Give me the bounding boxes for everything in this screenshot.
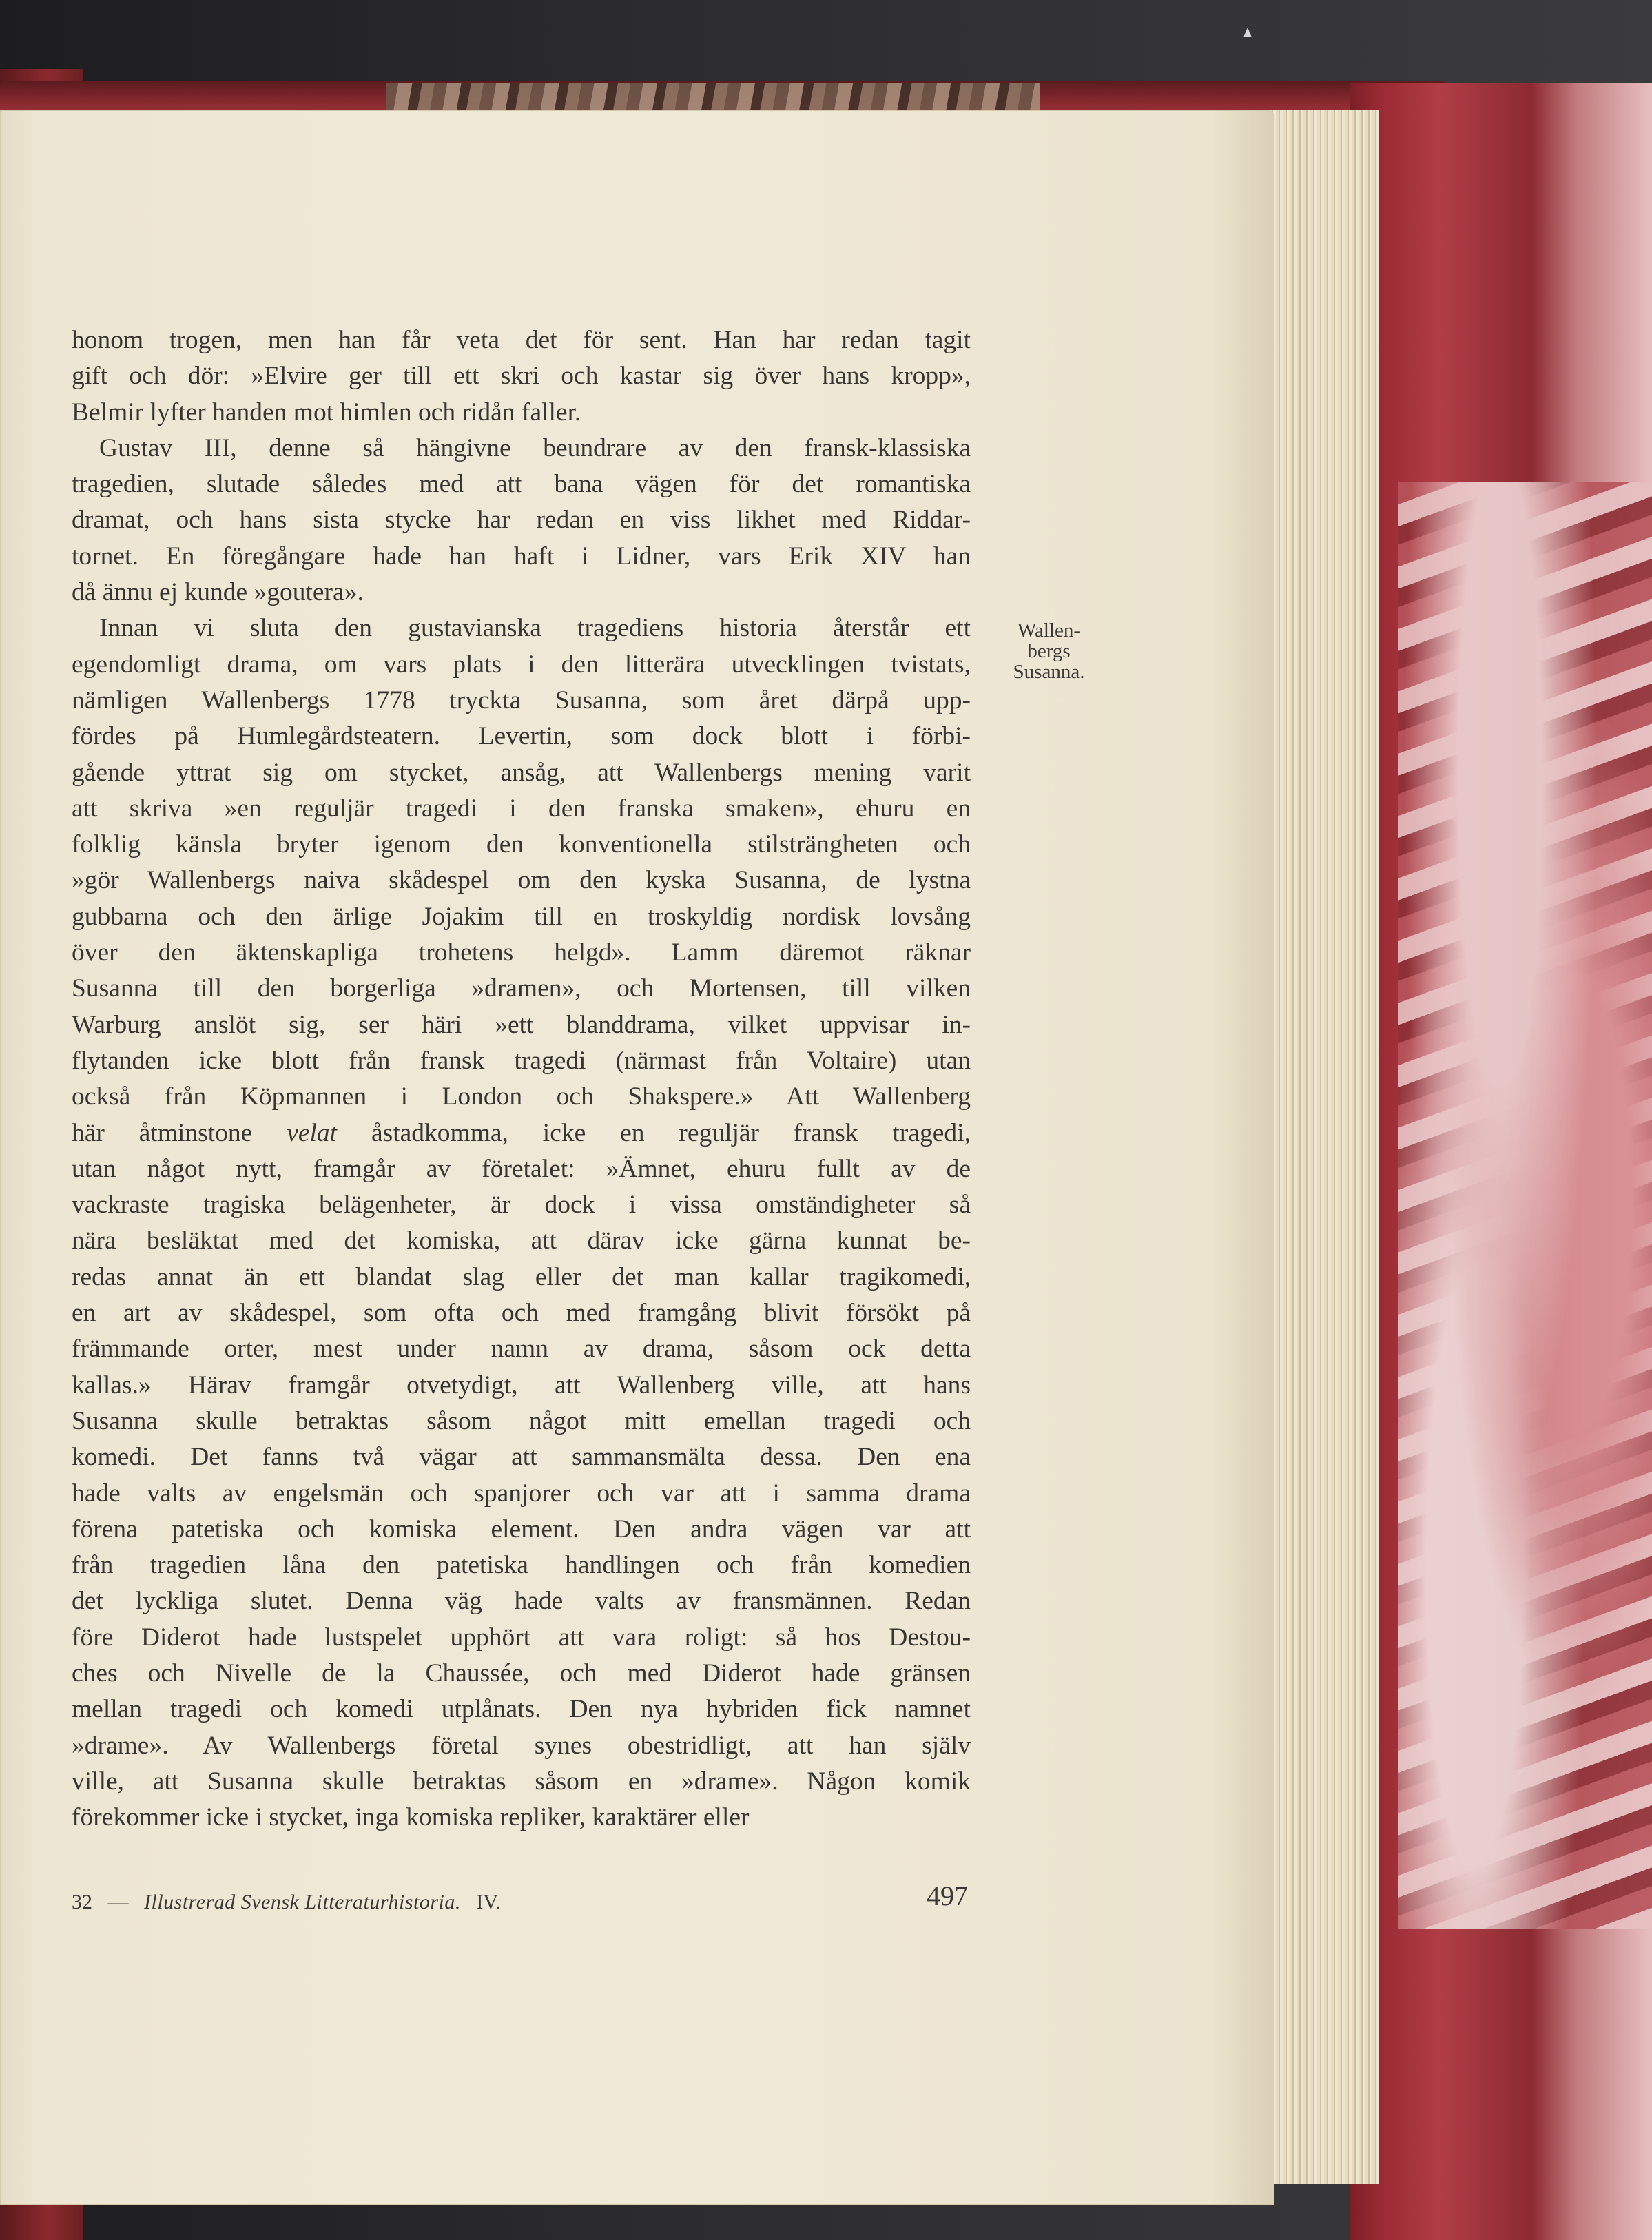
- marbled-paper-right: [1398, 482, 1652, 1929]
- text-line: också från Köpmannen i London och Shakspere.» Att Wallenberg: [72, 1082, 971, 1111]
- text-line: folklig känsla bryter igenom den konventionella stilsträngheten och: [72, 830, 971, 859]
- text-line: ches och Nivelle de la Chaussée, och med Diderot hade gränsen: [72, 1658, 971, 1687]
- body-text: [72, 322, 971, 1836]
- text-line: främmande orter, mest under namn av drama, såsom ock detta: [72, 1335, 971, 1364]
- text-line: förena patetiska och komiska element. Den andra vägen var att: [72, 1514, 971, 1543]
- footer-dash: —: [107, 1891, 129, 1913]
- text-line: Gustav III, denne så hängivne beundrare av den fransk-klassiska: [99, 433, 971, 462]
- text-line: tragedien, slutade således med att bana vägen för det romantiska: [72, 470, 971, 499]
- text-line: Innan vi sluta den gustavianska tragediens historia återstår ett: [99, 614, 971, 643]
- text-line: förekommer icke i stycket, inga komiska repliker, karaktärer eller: [72, 1803, 750, 1832]
- text-line: det lyckliga slutet. Denna väg hade valts av fransmännen. Redan: [72, 1587, 971, 1616]
- text-line: här åtminstone velat åstadkomma, icke en reguljär fransk tragedi,: [72, 1118, 971, 1147]
- text-line: hade valts av engelsmän och spanjorer och var att i samma drama: [72, 1479, 971, 1508]
- text-line: kallas.» Härav framgår otvetydigt, att Wallenberg ville, att hans: [72, 1370, 971, 1399]
- text-line: Warburg anslöt sig, ser häri »ett blanddrama, vilket uppvisar in-: [72, 1010, 971, 1039]
- page-number: 497: [927, 1880, 968, 1911]
- page-footer: [72, 1891, 501, 1914]
- footer-signature: 32: [72, 1891, 92, 1913]
- text-line: tornet. En föregångare hade han haft i Lidner, vars Erik XIV han: [72, 542, 971, 571]
- text-line: utan något nytt, framgår av företalet: »Ämnet, ehuru fullt av de: [72, 1154, 971, 1183]
- text-line: egendomligt drama, om vars plats i den litterära utvecklingen tvistats,: [72, 650, 971, 679]
- text-line: flytanden icke blott från fransk tragedi (närmast från Voltaire) utan: [72, 1046, 971, 1075]
- text-line: Belmir lyfter handen mot himlen och ridån faller.: [72, 398, 581, 427]
- text-line: »gör Wallenbergs naiva skådespel om den kyska Susanna, de lystna: [72, 866, 971, 895]
- text-line: nära besläktat med det komiska, att därav icke gärna kunnat be-: [72, 1226, 971, 1255]
- text-line: gubbarna och den ärlige Jojakim till en troskyldig nordisk lovsång: [72, 902, 971, 931]
- text-line: gift och dör: »Elvire ger till ett skri och kastar sig över hans kropp»,: [72, 362, 971, 391]
- margin-note-line: Wallen-: [1017, 619, 1081, 641]
- margin-note-line: bergs: [1027, 640, 1071, 662]
- text-line: »drame». Av Wallenbergs företal synes obestridligt, att han själv: [72, 1731, 971, 1760]
- text-line: fördes på Humlegårdsteatern. Levertin, som dock blott i förbi-: [72, 722, 971, 751]
- text-line: då ännu ej kunde »goutera».: [72, 578, 364, 607]
- margin-note-line: Susanna.: [1013, 661, 1085, 683]
- text-line: Susanna skulle betraktas såsom något mitt emellan tragedi och: [72, 1406, 971, 1435]
- text-line: vackraste tragiska belägenheter, är dock i vissa omständigheter så: [72, 1191, 971, 1220]
- page-block-edge: [1261, 110, 1379, 2184]
- text-line: att skriva »en reguljär tragedi i den franska smaken», ehuru en: [72, 794, 971, 823]
- scan-corner-mark: [1243, 28, 1252, 37]
- text-line: gående yttrat sig om stycket, ansåg, att Wallenbergs mening varit: [72, 758, 971, 787]
- text-line: redas annat än ett blandat slag eller det man kallar tragikomedi,: [72, 1262, 971, 1291]
- text-line: nämligen Wallenbergs 1778 tryckta Susanna, som året därpå upp-: [72, 686, 971, 715]
- footer-book-title: Illustrerad Svensk Litteraturhistoria.: [144, 1891, 461, 1913]
- text-line: dramat, och hans sista stycke har redan en viss likhet med Riddar-: [72, 506, 971, 535]
- text-line: ville, att Susanna skulle betraktas såsom en »drame». Någon komik: [72, 1767, 971, 1796]
- text-line: mellan tragedi och komedi utplånats. Den nya hybriden fick namnet: [72, 1695, 971, 1724]
- text-line: honom trogen, men han får veta det för sent. Han har redan tagit: [72, 326, 971, 354]
- text-line: Susanna till den borgerliga »dramen», och Mortensen, till vilken: [72, 974, 971, 1003]
- text-line: en art av skådespel, som ofta och med framgång blivit försökt på: [72, 1299, 971, 1328]
- text-line: över den äktenskapliga trohetens helgd». Lamm däremot räknar: [72, 938, 971, 967]
- margin-note: [992, 620, 1106, 682]
- text-line: före Diderot hade lustspelet upphört att vara roligt: så hos Destou-: [72, 1623, 971, 1652]
- text-line: från tragedien låna den patetiska handlingen och från komedien: [72, 1551, 971, 1580]
- text-line: komedi. Det fanns två vägar att sammansmälta dessa. Den ena: [72, 1443, 971, 1472]
- footer-volume: IV.: [476, 1891, 501, 1913]
